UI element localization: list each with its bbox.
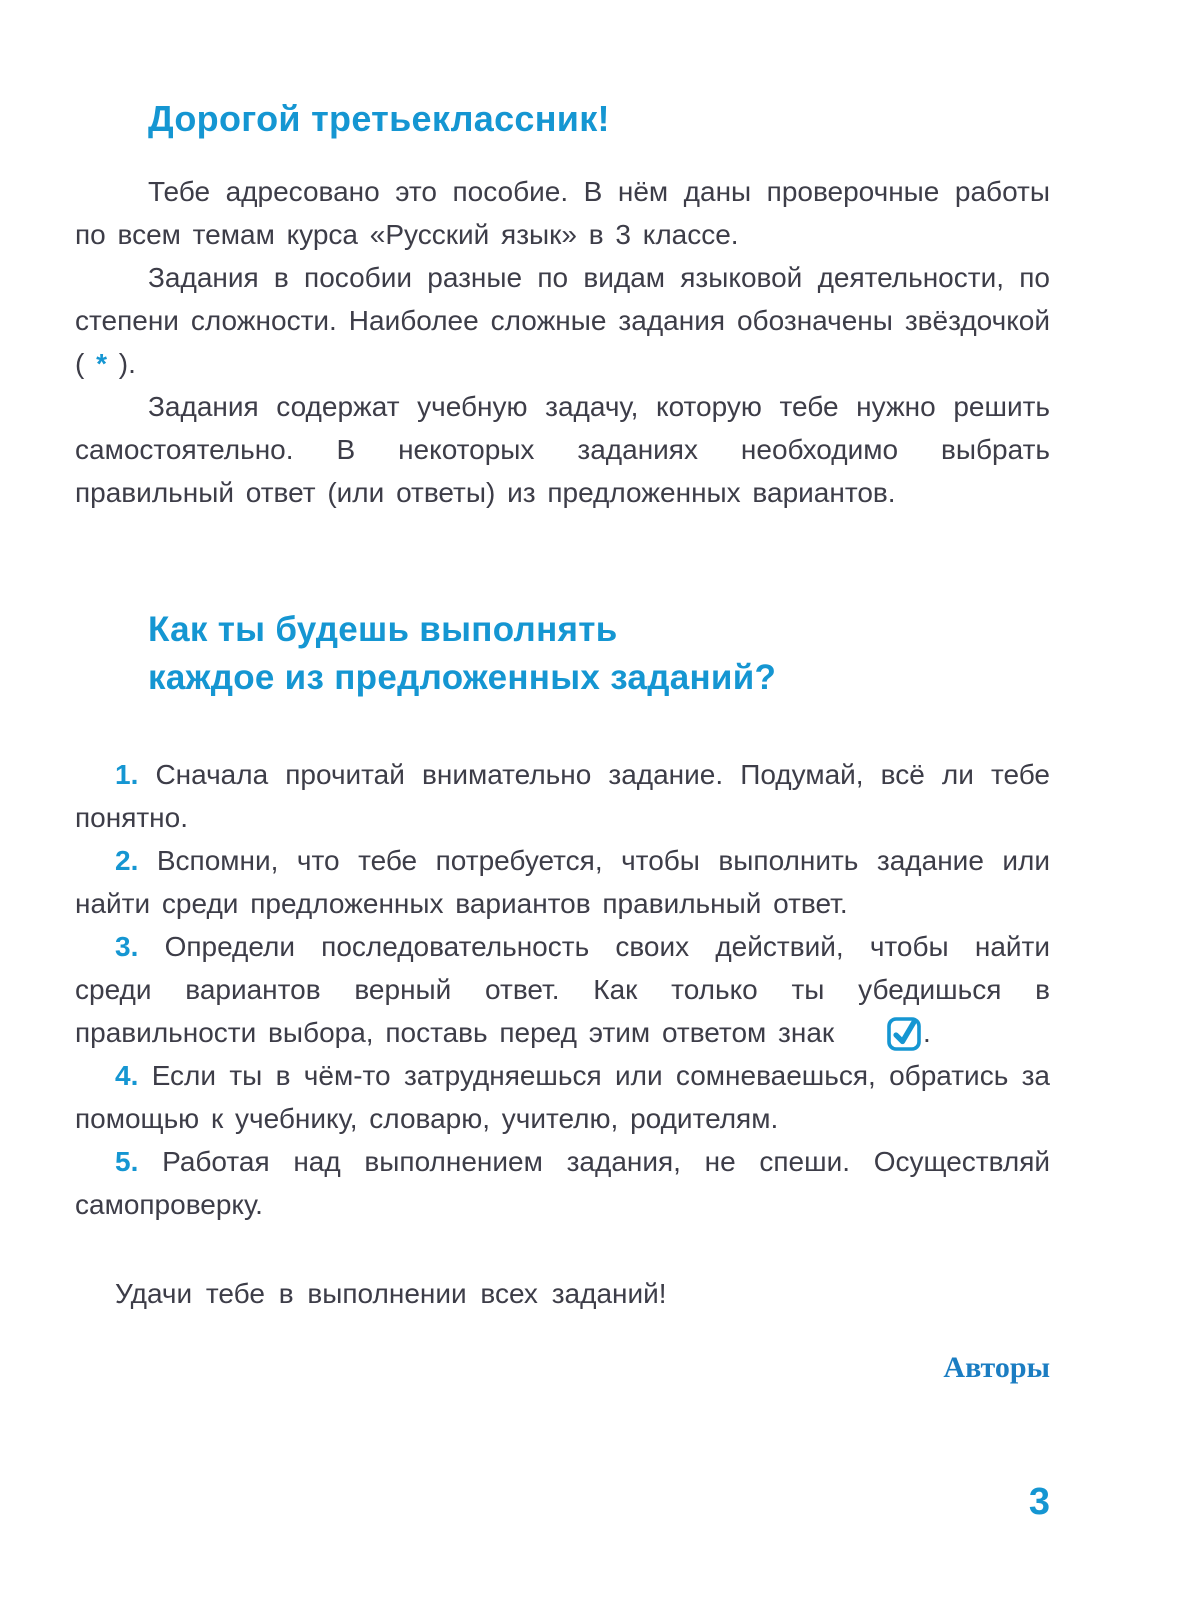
- intro-paragraph-2-end: ).: [107, 348, 136, 379]
- closing-wish: Удачи тебе в выполнении всех заданий!: [115, 1277, 667, 1309]
- item-4-text: Если ты в чём-то затрудняешься или сомневаешься, обратись за помощью к учебнику, словарю, учителю, родителям.: [75, 1059, 1051, 1134]
- howto-title: [148, 606, 1050, 703]
- item-5-number: 5.: [115, 1145, 139, 1177]
- list-item-2: [75, 839, 1050, 925]
- item-2-text: Вспомни, что тебе потребуется, чтобы выполнить задание или найти среди предложенных вариантов правильный ответ.: [75, 844, 1051, 919]
- intro-paragraph-2: [75, 256, 1050, 385]
- item-3-number: 3.: [115, 930, 139, 962]
- item-5-text: Работая над выполнением задания, не спеши. Осуществляй самопроверку.: [75, 1145, 1051, 1220]
- instructions-list: [75, 753, 1050, 1226]
- authors-signature: Авторы: [943, 1350, 1050, 1384]
- list-item-1: [75, 753, 1050, 839]
- intro-paragraph-1: Тебе адресовано это пособие. В нём даны проверочные работы по всем темам курса «Русский язык» в 3 классе.: [75, 176, 1050, 250]
- page-number: 3: [1028, 1481, 1050, 1523]
- intro-paragraph-3: Задания содержат учебную задачу, которую тебе нужно решить самостоятельно. В некоторых заданиях необходимо выбрать правильный ответ (или ответы) из предложенных вариантов.: [75, 391, 1050, 508]
- item-3-text: Определи последовательность своих действий, чтобы найти среди вариантов верный ответ. Как только ты убедишься в правильности выбора, поставь перед этим ответом знак: [75, 930, 1050, 1048]
- asterisk-mark: *: [96, 348, 108, 379]
- intro-section: [75, 170, 1050, 514]
- item-2-number: 2.: [115, 844, 139, 876]
- item-3-text-end: .: [922, 1016, 931, 1048]
- howto-title-line-1: Как ты будешь выполнять: [148, 610, 618, 649]
- howto-title-line-2: каждое из предложенных заданий?: [148, 658, 777, 698]
- item-1-text: Сначала прочитай внимательно задание. Подумай, всё ли тебе понятно.: [75, 758, 1051, 833]
- intro-paragraph-2-text: Задания в пособии разные по видам языковой деятельности, по степени сложности. Наиболее сложные задания обозначены звёздочкой (: [75, 262, 1050, 379]
- intro-title: Дорогой третьеклассник!: [148, 98, 610, 139]
- list-item-4: [75, 1054, 1050, 1140]
- item-1-number: 1.: [115, 758, 139, 790]
- item-4-number: 4.: [115, 1059, 139, 1091]
- checked-box-icon: [846, 1014, 923, 1051]
- list-item-5: [75, 1140, 1050, 1226]
- list-item-3: [75, 925, 1050, 1054]
